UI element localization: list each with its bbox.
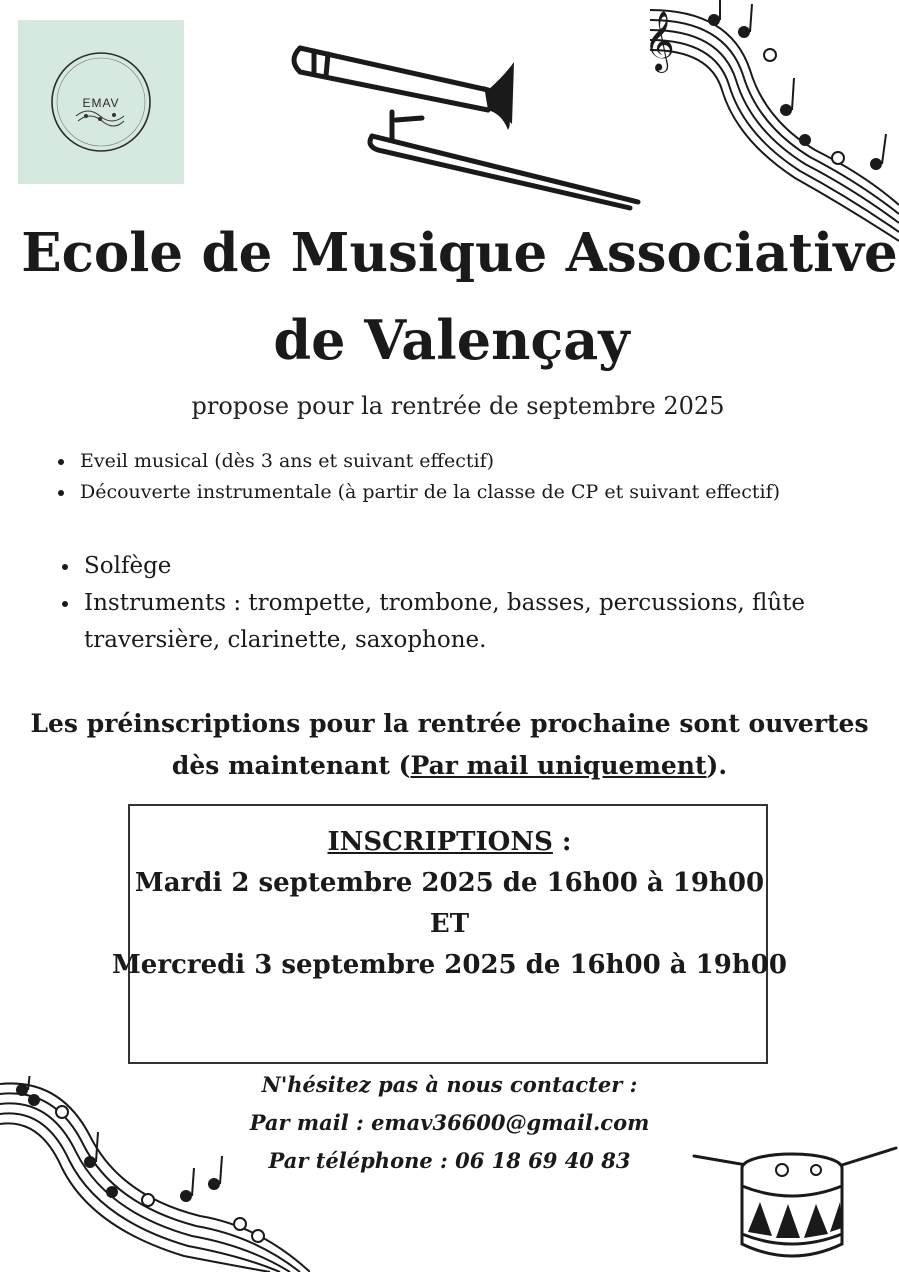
inscriptions-heading bbox=[0, 822, 899, 863]
list-item: Instruments : trompette, trombone, basses, percussions, flûte traversière, clarinette, saxophone. bbox=[54, 585, 884, 659]
inscriptions-heading-text: INSCRIPTIONS bbox=[327, 827, 553, 857]
page-title: Ecole de Musique Associative bbox=[21, 222, 898, 284]
preregistration-notice bbox=[0, 703, 899, 787]
emav-logo bbox=[18, 20, 184, 184]
inscription-date-1: Mardi 2 septembre 2025 de 16h00 à 19h00 bbox=[134, 868, 765, 898]
contact-phone: 06 18 69 40 83 bbox=[455, 1148, 631, 1173]
contact-email-link[interactable]: emav36600@gmail.com bbox=[371, 1110, 650, 1135]
notice-line1: Les préinscriptions pour la rentrée prochaine sont ouvertes bbox=[30, 709, 869, 738]
notice-text: dès maintenant ( bbox=[171, 751, 411, 780]
svg-text:𝄞: 𝄞 bbox=[644, 11, 675, 71]
inscription-date-2: Mercredi 3 septembre 2025 de 16h00 à 19h00 bbox=[112, 950, 787, 980]
inscription-joiner: ET bbox=[429, 909, 470, 939]
inscriptions-heading-colon: : bbox=[552, 827, 572, 857]
list-item: Eveil musical (dès 3 ans et suivant effectif) bbox=[50, 446, 780, 477]
music-staff-icon bbox=[640, 0, 899, 250]
offer-list-large bbox=[54, 548, 884, 659]
music-staff-icon bbox=[0, 1076, 310, 1272]
list-item: Solfège bbox=[54, 548, 884, 585]
subtitle: propose pour la rentrée de septembre 2025 bbox=[191, 392, 725, 420]
contact-phone-label: Par téléphone : bbox=[268, 1148, 456, 1173]
contact-mail-label: Par mail : bbox=[249, 1110, 372, 1135]
list-item: Découverte instrumentale (à partir de la classe de CP et suivant effectif) bbox=[50, 477, 780, 508]
notice-text-end: ). bbox=[706, 751, 728, 780]
notice-line2 bbox=[0, 745, 899, 787]
logo-text: EMAV bbox=[82, 96, 120, 110]
contact-heading: N'hésitez pas à nous contacter : bbox=[261, 1072, 638, 1097]
offer-list-small bbox=[50, 446, 780, 508]
mail-only-emphasis: Par mail uniquement bbox=[410, 751, 707, 780]
page-title-line2: de Valençay bbox=[273, 308, 630, 372]
drum-icon bbox=[690, 1140, 899, 1272]
trombone-icon bbox=[288, 36, 648, 211]
inscriptions-content bbox=[0, 822, 899, 986]
